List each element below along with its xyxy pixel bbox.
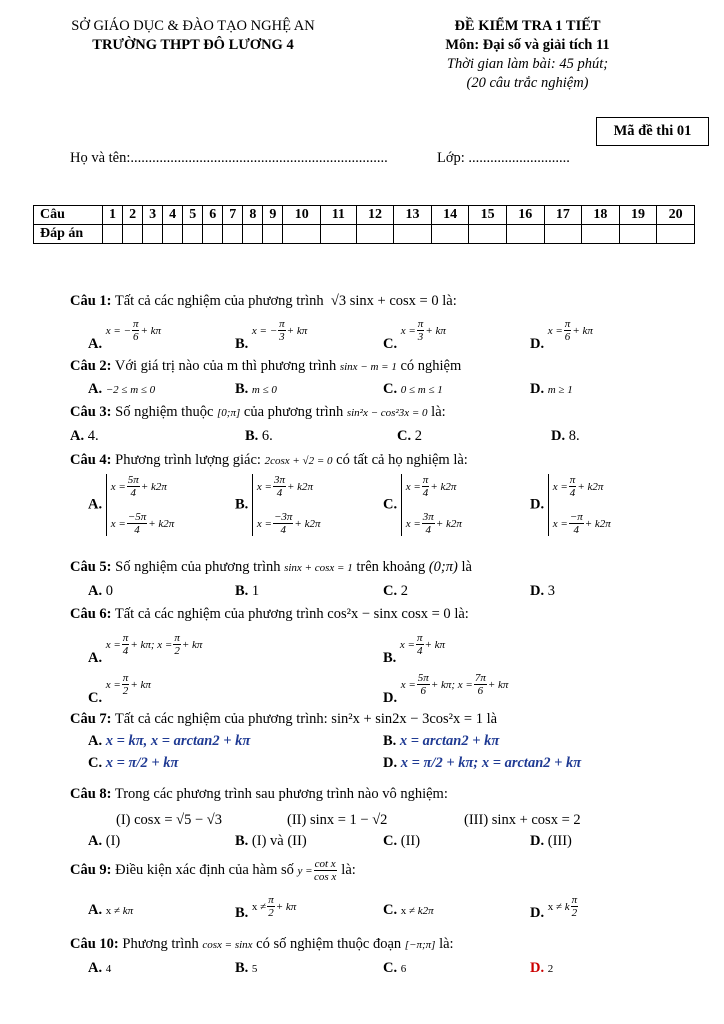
- q4-option-a[interactable]: A. x = $\frac{5\pi}{4}$ + k2π x = $\frac{-5\pi}{4}$ + k2π: [88, 474, 175, 536]
- question-tail: có tất cả họ nghiệm là:: [336, 452, 468, 468]
- question-label: Câu 3:: [70, 404, 112, 420]
- question-text: Với giá trị nào của m thì phương trình: [114, 358, 337, 374]
- answer-cell[interactable]: [431, 225, 469, 244]
- q7-option-c[interactable]: [88, 755, 178, 772]
- table-cell: 5: [183, 206, 203, 225]
- answer-cell[interactable]: [263, 225, 283, 244]
- option-letter: B.: [235, 960, 249, 976]
- question-interval: [−π;π]: [404, 939, 436, 951]
- question-interval: [0;π]: [217, 407, 241, 419]
- q3-option-d[interactable]: [551, 428, 580, 445]
- duration: Thời gian làm bài: 45 phút;: [446, 56, 609, 72]
- table-cell: 13: [394, 206, 432, 225]
- q10-option-a[interactable]: [88, 960, 111, 977]
- option-letter: C.: [383, 381, 398, 397]
- question-label: Câu 9:: [70, 861, 112, 878]
- answer-cell[interactable]: [356, 225, 394, 244]
- question-text: Trong các phương trình sau phương trình nào vô nghiệm:: [114, 786, 448, 802]
- question-equation: sinx + cosx = 0: [349, 293, 439, 309]
- question-tail: là:: [431, 404, 446, 420]
- table-cell: 2: [123, 206, 143, 225]
- option-value: 1: [251, 583, 260, 599]
- answer-cell[interactable]: [506, 225, 544, 244]
- option-value: (III): [547, 833, 572, 849]
- question-9: Câu 9: Điều kiện xác định của hàm số y = $\frac{\text{cot x}}{\text{cos x}}$ là:: [70, 858, 356, 883]
- option-letter: A.: [70, 428, 85, 444]
- option-letter: D.: [530, 833, 545, 849]
- option-letter: A.: [88, 381, 103, 397]
- option-letter: D.: [530, 904, 545, 921]
- question-7: [70, 711, 497, 728]
- subject: Môn: Đại số và giải tích 11: [445, 37, 610, 53]
- exam-title: ĐỀ KIỂM TRA 1 TIẾT: [454, 18, 601, 34]
- answer-cell[interactable]: [123, 225, 143, 244]
- table-cell: 8: [243, 206, 263, 225]
- q1-option-a[interactable]: A. x = − $\frac{\pi}{6}$ + kπ: [88, 318, 162, 352]
- answer-cell[interactable]: [582, 225, 620, 244]
- q4-option-d[interactable]: D. x = $\frac{\pi}{4}$ + k2π x = $\frac{-\pi}{4}$ + k2π: [530, 474, 611, 536]
- question-tail: là:: [439, 936, 454, 952]
- q8-equation-2: (II) sinx = 1 − √2: [287, 812, 388, 828]
- q5-option-d[interactable]: [530, 583, 555, 600]
- question-1: Câu 1: Tất cả các nghiệm của phương trình √3 sinx + cosx = 0 là:: [70, 293, 457, 309]
- question-text: Điều kiện xác định của hàm số: [115, 861, 294, 878]
- option-value: (I): [105, 833, 121, 849]
- exam-code-box: [596, 117, 709, 146]
- option-value: 4.: [87, 428, 99, 444]
- question-text: Phương trình lượng giác:: [115, 452, 261, 468]
- option-value: 6.: [261, 428, 273, 444]
- q5-option-a[interactable]: [88, 583, 113, 600]
- question-label: Câu 10:: [70, 936, 119, 952]
- option-letter: D.: [383, 755, 398, 771]
- q8-equation-1: (I) cosx = √5 − √3: [116, 812, 222, 828]
- q3-option-c[interactable]: [397, 428, 422, 445]
- option-letter: B.: [235, 833, 249, 849]
- question-4: [70, 452, 468, 469]
- answer-table: [33, 205, 695, 244]
- option-letter: A.: [88, 583, 103, 599]
- table-cell: 15: [469, 206, 507, 225]
- table-cell: 16: [506, 206, 544, 225]
- q7-option-b[interactable]: [383, 733, 499, 750]
- option-value: 0 ≤ m ≤ 1: [400, 384, 443, 396]
- question-text-mid: của phương trình: [243, 404, 344, 420]
- option-value: 8.: [568, 428, 580, 444]
- answer-cell[interactable]: [223, 225, 243, 244]
- q1-option-d[interactable]: D. x = $\frac{\pi}{6}$ + kπ: [530, 318, 593, 352]
- option-value: (II): [400, 833, 421, 849]
- option-letter: A.: [88, 833, 103, 849]
- question-text-mid: trên khoảng: [356, 559, 426, 575]
- q8-option-d[interactable]: [530, 833, 572, 850]
- option-letter: A.: [88, 902, 103, 918]
- option-letter: A.: [88, 733, 103, 749]
- table-cell: 6: [203, 206, 223, 225]
- option-letter: B.: [235, 496, 249, 513]
- table-cell: 17: [544, 206, 582, 225]
- option-letter: B.: [235, 381, 249, 397]
- answer-cell[interactable]: [103, 225, 123, 244]
- option-letter: D.: [530, 335, 545, 352]
- option-letter: C.: [383, 583, 398, 599]
- q7-option-d[interactable]: [383, 755, 581, 772]
- department: SỞ GIÁO DỤC & ĐÀO TẠO NGHỆ AN: [71, 18, 315, 34]
- question-tail: là:: [341, 861, 356, 878]
- student-name: Họ và tên:.......................................................................: [70, 150, 388, 166]
- q2-option-d[interactable]: [530, 381, 573, 398]
- question-equation: sinx − m = 1: [339, 361, 397, 373]
- question-tail: là:: [442, 293, 457, 309]
- q8-option-a[interactable]: [88, 833, 120, 850]
- question-label: Câu 5:: [70, 559, 112, 575]
- question-equation: cos²x − sinx cosx = 0: [327, 606, 451, 622]
- answer-cell[interactable]: [163, 225, 183, 244]
- answer-table-label-question: Câu: [34, 206, 103, 225]
- option-letter: A.: [88, 649, 103, 666]
- q4-option-c[interactable]: C. x = $\frac{\pi}{4}$ + k2π x = $\frac{3\pi}{4}$ + k2π: [383, 474, 462, 536]
- q6-option-b[interactable]: B. x = $\frac{\pi}{4}$ + kπ: [383, 632, 446, 666]
- table-cell: 12: [356, 206, 394, 225]
- header-left: [28, 17, 358, 55]
- q9-option-b[interactable]: B. x ≠ $\frac{\pi}{2}$ + kπ: [235, 894, 297, 921]
- option-value: x = π/2 + kπ: [105, 755, 179, 771]
- option-value: x = kπ, x = arctan2 + kπ: [105, 733, 251, 749]
- table-cell: 4: [163, 206, 183, 225]
- question-count: (20 câu trắc nghiệm): [466, 75, 589, 91]
- question-label: Câu 1:: [70, 293, 112, 309]
- option-letter: D.: [551, 428, 566, 444]
- question-tail: là:: [454, 606, 469, 622]
- option-value: (I) và (II): [251, 833, 307, 849]
- q2-option-a[interactable]: [88, 381, 155, 398]
- question-text: Số nghiệm thuộc: [115, 404, 214, 420]
- q7-option-a[interactable]: [88, 733, 250, 750]
- answer-cell[interactable]: [321, 225, 357, 244]
- q10-option-c[interactable]: [383, 960, 406, 977]
- option-value: x = arctan2 + kπ: [399, 733, 500, 749]
- table-cell: 11: [321, 206, 357, 225]
- option-letter: D.: [383, 689, 398, 706]
- q5-option-b[interactable]: [235, 583, 259, 600]
- table-cell: 9: [263, 206, 283, 225]
- question-text: Số nghiệm của phương trình: [115, 559, 281, 575]
- table-cell: 19: [619, 206, 657, 225]
- q8-option-c[interactable]: [383, 833, 420, 850]
- question-text: Phương trình: [122, 936, 199, 952]
- question-5: [70, 559, 472, 576]
- table-cell: 3: [143, 206, 163, 225]
- option-letter: D.: [530, 496, 545, 513]
- answer-cell[interactable]: [469, 225, 507, 244]
- answer-cell[interactable]: [394, 225, 432, 244]
- question-label: Câu 6:: [70, 606, 112, 622]
- question-interval: (0;π): [428, 559, 458, 575]
- school: TRƯỜNG THPT ĐÔ LƯƠNG 4: [92, 37, 294, 53]
- option-letter: B.: [235, 583, 249, 599]
- option-letter: D.: [530, 583, 545, 599]
- q4-option-b[interactable]: B. x = $\frac{3\pi}{4}$ + k2π x = $\frac{-3\pi}{4}$ + k2π: [235, 474, 321, 536]
- answer-cell[interactable]: [143, 225, 163, 244]
- option-letter: C.: [383, 902, 398, 918]
- q2-option-c[interactable]: [383, 381, 443, 398]
- table-cell: 7: [223, 206, 243, 225]
- question-tail: có nghiệm: [400, 358, 462, 374]
- table-cell: 20: [657, 206, 695, 225]
- option-letter: A.: [88, 960, 103, 976]
- option-letter: C.: [383, 496, 398, 513]
- question-label: Câu 2:: [70, 358, 112, 374]
- question-2: [70, 358, 461, 375]
- question-equation: sinx + cosx = 1: [284, 562, 353, 574]
- exam-code: Mã đề thi 01: [613, 123, 692, 139]
- option-value: m ≥ 1: [547, 384, 573, 396]
- q10-option-b[interactable]: [235, 960, 257, 977]
- q6-option-d[interactable]: D. x = $\frac{5\pi}{6}$ + kπ; x = $\frac{7\pi}{6}$ + kπ: [383, 672, 509, 706]
- answer-table-header-row: [34, 206, 695, 225]
- option-value: 2: [400, 583, 408, 599]
- option-value: 3: [547, 583, 555, 599]
- question-label: Câu 8:: [70, 786, 112, 802]
- question-label: Câu 4:: [70, 452, 112, 468]
- question-label: Câu 7:: [70, 711, 112, 727]
- student-class: Lớp: ............................: [437, 150, 570, 166]
- q9-option-d[interactable]: D. x ≠ k $\frac{\pi}{2}$: [530, 894, 578, 921]
- option-value: 2: [547, 963, 554, 975]
- option-letter: A.: [88, 496, 103, 513]
- question-6: [70, 606, 469, 623]
- q1-option-c[interactable]: C. x = $\frac{\pi}{3}$ + kπ: [383, 318, 446, 352]
- answer-cell[interactable]: [183, 225, 203, 244]
- answer-table-label-answer: Đáp án: [34, 225, 103, 244]
- option-letter: D.: [530, 381, 545, 397]
- option-letter: C.: [383, 960, 398, 976]
- option-value: m ≤ 0: [251, 384, 277, 396]
- q8-equation-3: (III) sinx + cosx = 2: [464, 812, 581, 828]
- q2-option-b[interactable]: [235, 381, 277, 398]
- table-cell: 10: [283, 206, 321, 225]
- question-text: Tất cả các nghiệm của phương trình: [114, 606, 324, 622]
- option-value: 2: [414, 428, 422, 444]
- answer-cell[interactable]: [243, 225, 263, 244]
- option-value: 5: [251, 963, 258, 975]
- q1-option-b[interactable]: B. x = − $\frac{\pi}{3}$ + kπ: [235, 318, 308, 352]
- option-letter: C.: [383, 833, 398, 849]
- option-letter: B.: [245, 428, 259, 444]
- question-text: Tất cả các nghiệm của phương trình: [114, 293, 324, 309]
- q9-option-a[interactable]: A. x ≠ kπ: [88, 902, 134, 918]
- option-value: x = π/2 + kπ; x = arctan2 + kπ: [400, 755, 582, 771]
- answer-cell[interactable]: [619, 225, 657, 244]
- q3-option-b[interactable]: [245, 428, 273, 445]
- answer-cell[interactable]: [203, 225, 223, 244]
- q9-option-c[interactable]: C. x ≠ k2π: [383, 902, 434, 918]
- question-text-mid: có số nghiệm thuộc đoạn: [256, 936, 402, 952]
- option-value: 6: [400, 963, 407, 975]
- option-value: 4: [105, 963, 112, 975]
- option-letter: C.: [88, 755, 103, 771]
- option-letter: C.: [397, 428, 412, 444]
- option-letter: B.: [383, 733, 397, 749]
- question-tail: là: [461, 559, 472, 575]
- option-value: −2 ≤ m ≤ 0: [105, 384, 156, 396]
- answer-cell[interactable]: [283, 225, 321, 244]
- question-equation: sin²x − cos²3x = 0: [346, 407, 428, 419]
- answer-cell[interactable]: [544, 225, 582, 244]
- question-3: [70, 404, 446, 421]
- option-letter: C.: [88, 689, 103, 706]
- answer-cell[interactable]: [657, 225, 695, 244]
- option-letter: C.: [383, 335, 398, 352]
- answer-table-answer-row: [34, 225, 695, 244]
- option-letter: B.: [235, 904, 249, 921]
- table-cell: 14: [431, 206, 469, 225]
- option-value: 0: [105, 583, 113, 599]
- q10-option-d[interactable]: [530, 960, 553, 977]
- option-letter: B.: [235, 335, 249, 352]
- option-letter: A.: [88, 335, 103, 352]
- q8-option-b[interactable]: [235, 833, 307, 850]
- header-right: [395, 17, 660, 93]
- question-10: [70, 936, 454, 953]
- question-equation: 2cosx + √2 = 0: [264, 455, 333, 467]
- option-letter: D.: [530, 960, 545, 976]
- q5-option-c[interactable]: [383, 583, 408, 600]
- question-8: [70, 786, 448, 803]
- question-equation: cosx = sinx: [202, 939, 253, 951]
- q6-option-c[interactable]: C. x = $\frac{\pi}{2}$ + kπ: [88, 672, 151, 706]
- question-text: Tất cả các nghiệm của phương trình: sin²x + sin2x − 3cos²x = 1 là: [114, 711, 498, 727]
- option-letter: B.: [383, 649, 397, 666]
- q3-option-a[interactable]: [70, 428, 99, 445]
- table-cell: 1: [103, 206, 123, 225]
- table-cell: 18: [582, 206, 620, 225]
- q6-option-a[interactable]: A. x = $\frac{\pi}{4}$ + kπ; x = $\frac{\pi}{2}$ + kπ: [88, 632, 203, 666]
